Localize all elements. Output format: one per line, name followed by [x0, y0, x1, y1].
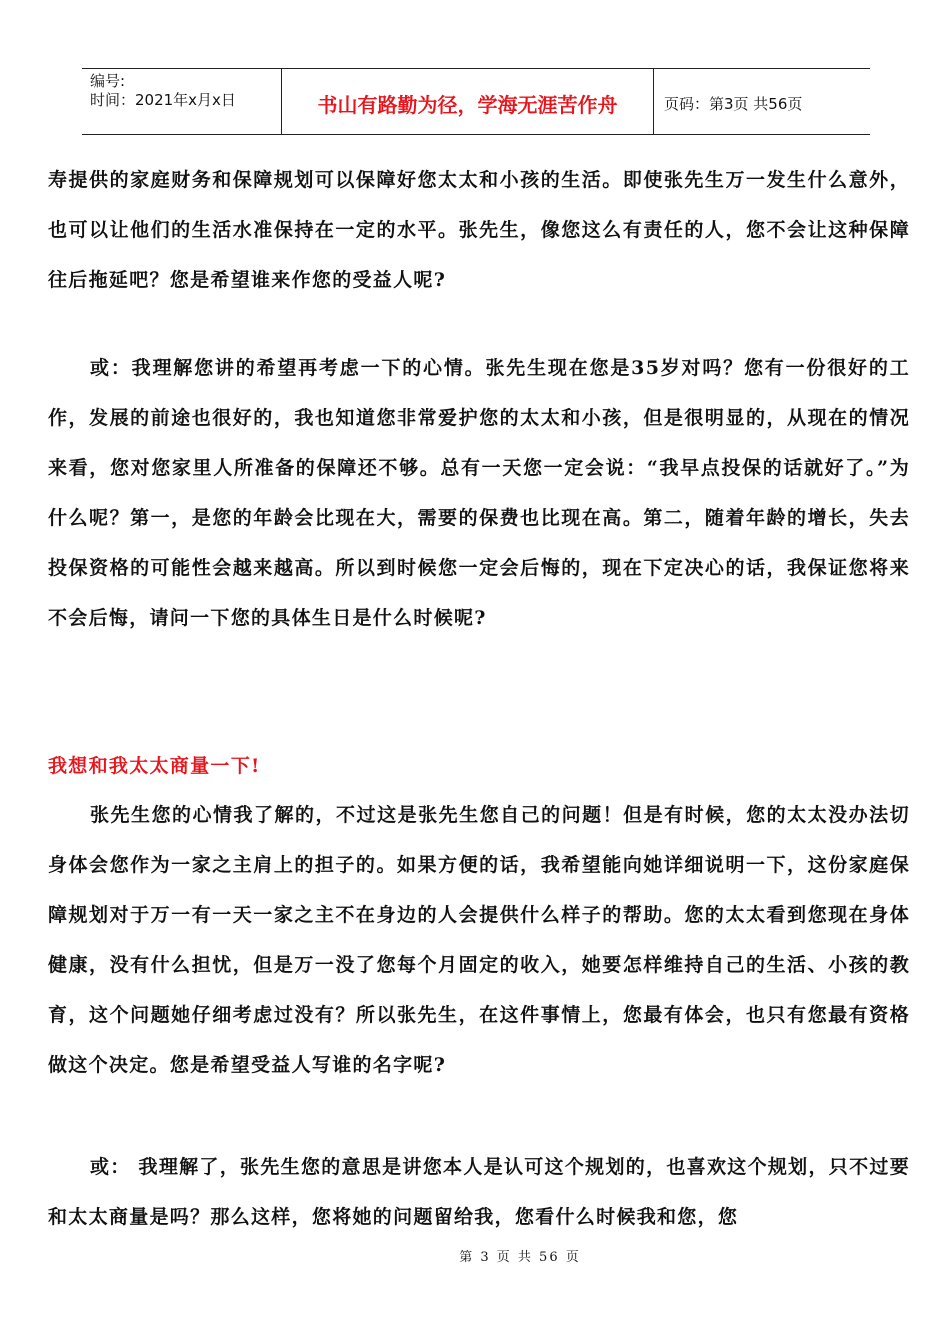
section-heading: 我想和我太太商量一下! — [48, 755, 261, 777]
header-page-code: 页码：第3页 共56页 — [664, 95, 803, 113]
body-paragraph-2: 或：我理解您讲的希望再考虑一下的心情。张先生现在您是35岁对吗？您有一份很好的工作，发展的前途也很好的，我也知道您非常爱护您的太太和小孩，但是很明显的，从现在的情况来看，您对您家里人所准备的保障还不够。总有一天您一定会说：“我早点投保的话就好了。”为什么呢？第一，是您的年龄会比现在大，需要的保费也比现在高。第二，随着年龄的增长，失去投保资格的可能性会越来越高。所以到时候您一定会后悔的，现在下定决心的话，我保证您将来不会后悔，请问一下您的具体生日是什么时候呢? — [48, 357, 910, 629]
header-meta — [82, 69, 282, 134]
body-paragraph-3: 张先生您的心情我了解的，不过这是张先生您自己的问题！但是有时候，您的太太没办法切身体会您作为一家之主肩上的担子的。如果方便的话，我希望能向她详细说明一下，这份家庭保障规划对于万一有一天一家之主不在身边的人会提供什么样子的帮助。您的太太看到您现在身体健康，没有什么担忧，但是万一没了您每个月固定的收入，她要怎样维持自己的生活、小孩的教育，这个问题她仔细考虑过没有？所以张先生，在这件事情上，您最有体会，也只有您最有资格做这个决定。您是希望受益人写谁的名字呢? — [48, 804, 910, 1076]
body-paragraph-4: 或： 我理解了，张先生您的意思是讲您本人是认可这个规划的，也喜欢这个规划，只不过要和太太商量是吗？那么这样，您将她的问题留给我，您看什么时候我和您，您 — [48, 1156, 910, 1228]
header-date: 时间：2021年x月x日 — [90, 91, 236, 109]
header-number-label: 编号: — [90, 72, 126, 90]
header-motto: 书山有路勤为径，学海无涯苦作舟 — [282, 69, 654, 134]
body-paragraph-1: 寿提供的家庭财务和保障规划可以保障好您太太和小孩的生活。即使张先生万一发生什么意外，也可以让他们的生活水准保持在一定的水平。张先生，像您这么有责任的人，您不会让这种保障往后拖延吧？您是希望谁来作您的受益人呢? — [48, 169, 910, 291]
document-header — [82, 68, 870, 135]
page-footer: 第 3 页 共 56 页 — [459, 1250, 581, 1265]
